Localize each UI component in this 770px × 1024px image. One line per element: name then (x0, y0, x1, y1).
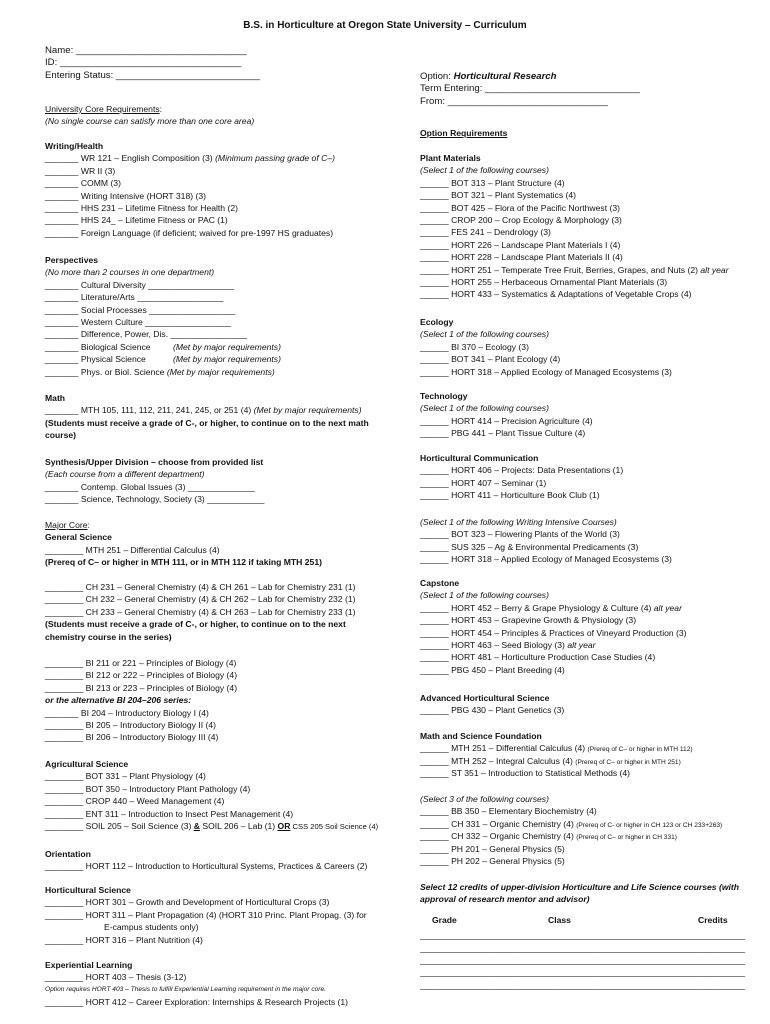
writing-intensive-note: (Select 1 of the following Writing Intensive Courses) (420, 517, 617, 527)
course-line: ______ BOT 323 – Flowering Plants of the World (3) (420, 529, 620, 540)
phys-sci-label: _______ Physical Science (45, 354, 146, 365)
course-line: ______ BOT 425 – Flora of the Pacific Northwest (3) (420, 202, 620, 213)
plant-materials-note: (Select 1 of the following courses) (420, 165, 549, 176)
ecology-heading: Ecology (420, 317, 454, 327)
course-line (420, 264, 765, 276)
orientation-section (45, 848, 395, 873)
ch331-label: ______ CH 331 – Organic Chemistry (4) (420, 818, 577, 829)
soil-label: ________ SOIL 205 – Soil Science (3) (45, 820, 194, 831)
course-line: _______ BI 204 – Introductory Biology I (4) (45, 707, 209, 718)
writing-health-section (45, 140, 395, 239)
university-core-section (45, 103, 395, 128)
course-line: ______ HORT 318 – Applied Ecology of Managed Ecosystems (3) (420, 366, 672, 377)
credits-entry-line[interactable]: ____________________________________________________________________ (420, 942, 746, 953)
ch332-note: (Prereq of C– or higher in CH 331) (576, 834, 677, 842)
course-line: ______ BOT 313 – Plant Structure (4) (420, 177, 565, 188)
course-line: _______ COMM (3) (45, 178, 121, 189)
course-line: ______ HORT 407 – Seminar (1) (420, 477, 547, 488)
mth252-note: (Prereq of C– or higher in MTH 251) (575, 758, 681, 766)
course-line: ______ HORT 414 – Precision Agriculture (4) (420, 415, 593, 426)
perspectives-note: (No more than 2 courses in one department) (45, 267, 215, 278)
experiential-note: Option requires HORT 403 – Thesis to fulfill Experiential Learning requirement in the major core. (45, 985, 326, 993)
credits-entry-line[interactable]: ____________________________________________________________________ (420, 955, 746, 965)
wr121-label: _______ WR 121 – English Composition (3) (45, 153, 216, 164)
course-line: _______ WR II (3) (45, 165, 116, 176)
hort251-label: ______ HORT 251 – Temperate Tree Fruit, Berries, Grapes, and Nuts (2) (420, 264, 701, 275)
course-line: _______ Writing Intensive (HORT 318) (3) (45, 190, 206, 201)
hort-comm-heading: Horticultural Communication (420, 453, 539, 463)
core-note: (No single course can satisfy more than one core area) (45, 116, 255, 127)
bio-sci-label: _______ Biological Science (45, 341, 151, 352)
pob-label: _______ Phys. or Biol. Science (45, 366, 167, 377)
soil-alt: CSS 205 Soil Science (4) (290, 821, 379, 831)
course-line: ______ HORT 406 – Projects: Data Presentations (1) (420, 465, 624, 476)
general-science-section (45, 519, 395, 569)
course-line: _______ Science, Technology, Society (3) ____________ (45, 494, 265, 505)
course-line: ________ HORT 316 – Plant Nutrition (4) (45, 934, 203, 945)
hort452-note: alt year (653, 602, 682, 613)
major-core-colon: : (87, 520, 90, 530)
course-line: ______ BOT 341 – Plant Ecology (4) (420, 354, 561, 365)
course-line (420, 639, 765, 651)
experiential-heading: Experiential Learning (45, 960, 133, 970)
course-line (45, 820, 395, 832)
course-line: ______ PBG 430 – Plant Genetics (3) (420, 705, 565, 716)
adv-hort-section (420, 692, 765, 717)
writing-intensive-section (420, 516, 765, 566)
chemistry-block (45, 581, 395, 643)
course-line: _______ Literature/Arts __________________ (45, 292, 224, 303)
math-sci-heading: Math and Science Foundation (420, 731, 542, 741)
course-line: ________ CH 232 – General Chemistry (4) & CH 262 – Lab for Chemistry 232 (1) (45, 594, 356, 605)
course-line: ______ HORT 255 – Herbaceous Ornamental Plant Materials (3) (420, 276, 668, 287)
course-line-cont: E-campus students only) (104, 922, 199, 933)
bio-sci-note: (Met by major requirements) (173, 341, 281, 352)
ag-science-section (45, 758, 395, 832)
soil-and: & (193, 820, 200, 831)
mth251-label: ______ MTH 251 – Differential Calculus (4) (420, 743, 588, 754)
course-line: ________ HORT 112 – Introduction to Horticultural Systems, Practices & Careers (2) (45, 861, 368, 872)
math-course-note: (Met by major requirements) (253, 405, 362, 416)
course-line: ______ PBG 441 – Plant Tissue Culture (4) (420, 428, 586, 439)
option-requirements-heading-block (420, 127, 765, 139)
hort-science-heading: Horticultural Science (45, 885, 131, 895)
course-line (45, 152, 395, 164)
hort452-label: ______ HORT 452 – Berry & Grape Physiology & Culture (4) (420, 602, 654, 613)
course-line: ________ BI 212 or 222 – Principles of Biology (4) (45, 670, 238, 681)
orientation-heading: Orientation (45, 849, 91, 859)
technology-section (420, 390, 765, 440)
option-info (420, 71, 765, 108)
course-line: ________ HORT 301 – Growth and Development of Horticultural Crops (3) (45, 897, 330, 908)
class-column-header: Class (548, 914, 571, 925)
course-line: ______ HORT 454 – Principles & Practices of Vineyard Production (3) (420, 627, 687, 638)
course-line: ______ HORT 453 – Grapevine Growth & Physiology (3) (420, 615, 637, 626)
hort-science-section (45, 884, 395, 946)
ag-science-heading: Agricultural Science (45, 759, 129, 769)
course-line: ______ BOT 321 – Plant Systematics (4) (420, 190, 577, 201)
term-entering-field[interactable]: Term Entering: _____________________________ (420, 83, 640, 95)
course-line: ________ CROP 440 – Weed Management (4) (45, 796, 225, 807)
credits-entry-line[interactable]: ____________________________________________________________________ (420, 967, 746, 978)
select3-note: (Select 3 of the following courses) (420, 794, 549, 804)
course-line: ______ BB 350 – Elementary Biochemistry (4) (420, 806, 597, 817)
course-line: ______ HORT 226 – Landscape Plant Materials I (4) (420, 239, 621, 250)
general-science-heading: General Science (45, 532, 112, 543)
upper-div-note: Select 12 credits of upper-division Horticulture and Life Science courses (with approval of research mentor and advisor) (420, 882, 740, 905)
alt-series-note: or the alternative BI 204–206 series: (45, 695, 192, 706)
course-line: ________ BI 205 – Introductory Biology II (4) (45, 719, 217, 730)
major-core-heading: Major Core (45, 520, 88, 530)
from-field[interactable]: From: ______________________________ (420, 95, 608, 107)
hort-comm-section (420, 452, 765, 502)
math-course-label: _______ MTH 105, 111, 112, 211, 241, 245, or 251 (4) (45, 405, 254, 416)
core-colon: : (159, 104, 163, 114)
chem-grade-note: (Students must receive a grade of C-, or higher, to continue on to the next chemistry course in the series) (45, 619, 346, 642)
course-line: ________ ENT 311 – Introduction to Insect Pest Management (4) (45, 808, 294, 819)
course-line: ______ PBG 450 – Plant Breeding (4) (420, 664, 565, 675)
option-requirements-heading: Option Requirements (420, 128, 508, 138)
course-line: ______ HORT 481 – Horticulture Production Case Studies (4) (420, 652, 656, 663)
mth251-note: (Prereq of C– or higher in MTH 112) (587, 746, 693, 754)
course-line: ________ HORT 412 – Career Exploration: Internships & Research Projects (1) (45, 997, 349, 1008)
course-line: ______ PH 202 – General Physics (5) (420, 855, 565, 866)
adv-hort-heading: Advanced Horticultural Science (420, 693, 550, 703)
math-heading: Math (45, 393, 66, 403)
writing-health-heading: Writing/Health (45, 141, 104, 151)
course-line: ______ FES 241 – Dendrology (3) (420, 227, 551, 238)
course-line: _______ HHS 24_ – Lifetime Fitness or PAC (1) (45, 215, 228, 226)
perspectives-heading: Perspectives (45, 255, 99, 265)
course-line (45, 353, 395, 365)
select3-section (420, 793, 765, 867)
hort251-note: alt year (700, 264, 729, 275)
course-line: ______ SUS 325 – Ag & Environmental Predicaments (3) (420, 541, 639, 552)
synthesis-heading: Synthesis/Upper Division – choose from provided list (45, 457, 264, 467)
wr121-note: (Minimum passing grade of C–) (215, 153, 335, 164)
soil-or: OR (277, 820, 291, 831)
student-info (45, 45, 395, 82)
plant-materials-section (420, 152, 765, 301)
course-line: ______ PH 201 – General Physics (5) (420, 843, 565, 854)
course-line: ________ MTH 251 – Differential Calculus (4) (45, 544, 220, 555)
technology-heading: Technology (420, 391, 468, 401)
course-line (420, 602, 765, 614)
course-line: ______ HORT 228 – Landscape Plant Materials II (4) (420, 252, 623, 263)
ecology-note: (Select 1 of the following courses) (420, 329, 549, 340)
university-core-heading: University Core Requirements (45, 104, 160, 114)
math-grade-note: (Students must receive a grade of C-, or higher, to continue on to the next math course) (45, 417, 369, 441)
course-line: ______ HORT 411 – Horticulture Book Club (1) (420, 490, 600, 501)
soil-lab: SOIL 206 – Lab (1) (199, 820, 278, 831)
course-line: ________ BI 206 – Introductory Biology III (4) (45, 732, 219, 743)
credits-entry-line[interactable]: ____________________________________________________________________ (420, 979, 746, 990)
course-line: ______ CROP 200 – Crop Ecology & Morphology (3) (420, 214, 622, 225)
course-line: _______ Western Culture __________________ (45, 316, 232, 327)
pob-note: (Met by major requirements) (166, 366, 275, 377)
capstone-section (420, 577, 765, 676)
course-line: ________ HORT 403 – Thesis (3-12) (45, 972, 187, 983)
math-sci-section (420, 730, 765, 780)
hort463-label: ______ HORT 463 – Seed Biology (3) (420, 639, 568, 650)
course-line (45, 341, 395, 353)
capstone-heading: Capstone (420, 578, 460, 588)
perspectives-section (45, 254, 395, 378)
name-field[interactable]: Name: ________________________________ (45, 45, 247, 56)
course-line: ________ BI 211 or 221 – Principles of Biology (4) (45, 658, 237, 668)
capstone-note: (Select 1 of the following courses) (420, 590, 549, 601)
course-line: ________ CH 231 – General Chemistry (4) & CH 261 – Lab for Chemistry 231 (1) (45, 582, 356, 592)
synthesis-note: (Each course from a different department) (45, 469, 205, 480)
page-title: B.S. in Horticulture at Oregon State University – Curriculum (243, 20, 527, 31)
course-line: ______ ST 351 – Introduction to Statistical Methods (4) (420, 768, 631, 779)
upper-div-section (420, 881, 765, 991)
course-line: _______ HHS 231 – Lifetime Fitness for Health (2) (45, 202, 238, 213)
course-line (45, 366, 395, 378)
course-line: _______ Contemp. Global Issues (3) ______________ (45, 481, 255, 492)
mth-prereq-note: (Prereq of C– or higher in MTH 111, or in MTH 112 if taking MTH 251) (45, 557, 322, 568)
ch332-label: ______ CH 332 – Organic Chemistry (4) (420, 831, 577, 842)
course-line: ________ CH 233 – General Chemistry (4) & CH 263 – Lab for Chemistry 233 (1) (45, 606, 356, 617)
ecology-section (420, 316, 765, 378)
course-line: ______ HORT 318 – Applied Ecology of Managed Ecosystems (3) (420, 554, 672, 565)
plant-materials-heading: Plant Materials (420, 153, 481, 163)
course-line: _______ Foreign Language (if deficient; waived for pre-1997 HS graduates) (45, 227, 334, 238)
course-line: _______ Social Processes __________________ (45, 304, 236, 315)
course-line: ________ BOT 350 – Introductory Plant Pathology (4) (45, 783, 251, 794)
course-line: ________ HORT 311 – Plant Propagation (4) (HORT 310 Princ. Plant Propag. (3) for (45, 909, 367, 920)
course-line: _______ Difference, Power, Dis. ________________ (45, 329, 247, 340)
course-line: ______ HORT 433 – Systematics & Adaptations of Vegetable Crops (4) (420, 289, 692, 300)
course-line: ________ BI 213 or 223 – Principles of Biology (4) (45, 682, 238, 693)
course-line (420, 755, 765, 767)
course-line (420, 830, 765, 842)
credits-grid-header (432, 914, 765, 926)
entering-status-field[interactable]: Entering Status: ___________________________ (45, 69, 260, 81)
id-field[interactable]: ID: __________________________________ (45, 57, 242, 69)
option-label: Option: (420, 71, 454, 82)
course-line: ________ BOT 331 – Plant Physiology (4) (45, 771, 206, 782)
biology-block (45, 657, 395, 744)
credits-entry-line[interactable]: ____________________________________________________________________ (420, 930, 746, 941)
option-value: Horticultural Research (453, 71, 557, 82)
course-line (420, 818, 765, 830)
credits-column-header: Credits (698, 914, 728, 925)
experiential-section (45, 959, 395, 1009)
course-line (45, 404, 395, 416)
mth252-label: ______ MTH 252 – Integral Calculus (4) (420, 755, 576, 766)
option-line (420, 71, 765, 83)
course-line (420, 742, 765, 754)
ch331-note: (Prereq of C- or higher in CH 123 or CH 233+263) (576, 821, 723, 829)
phys-sci-note: (Met by major requirements) (173, 354, 281, 365)
course-line: _______ Cultural Diversity __________________ (45, 279, 235, 290)
grade-column-header: Grade (432, 914, 457, 925)
synthesis-section (45, 456, 395, 506)
math-section (45, 392, 395, 442)
technology-note: (Select 1 of the following courses) (420, 403, 549, 414)
hort463-note: alt year (567, 639, 596, 650)
course-line: ______ BI 370 – Ecology (3) (420, 341, 529, 352)
